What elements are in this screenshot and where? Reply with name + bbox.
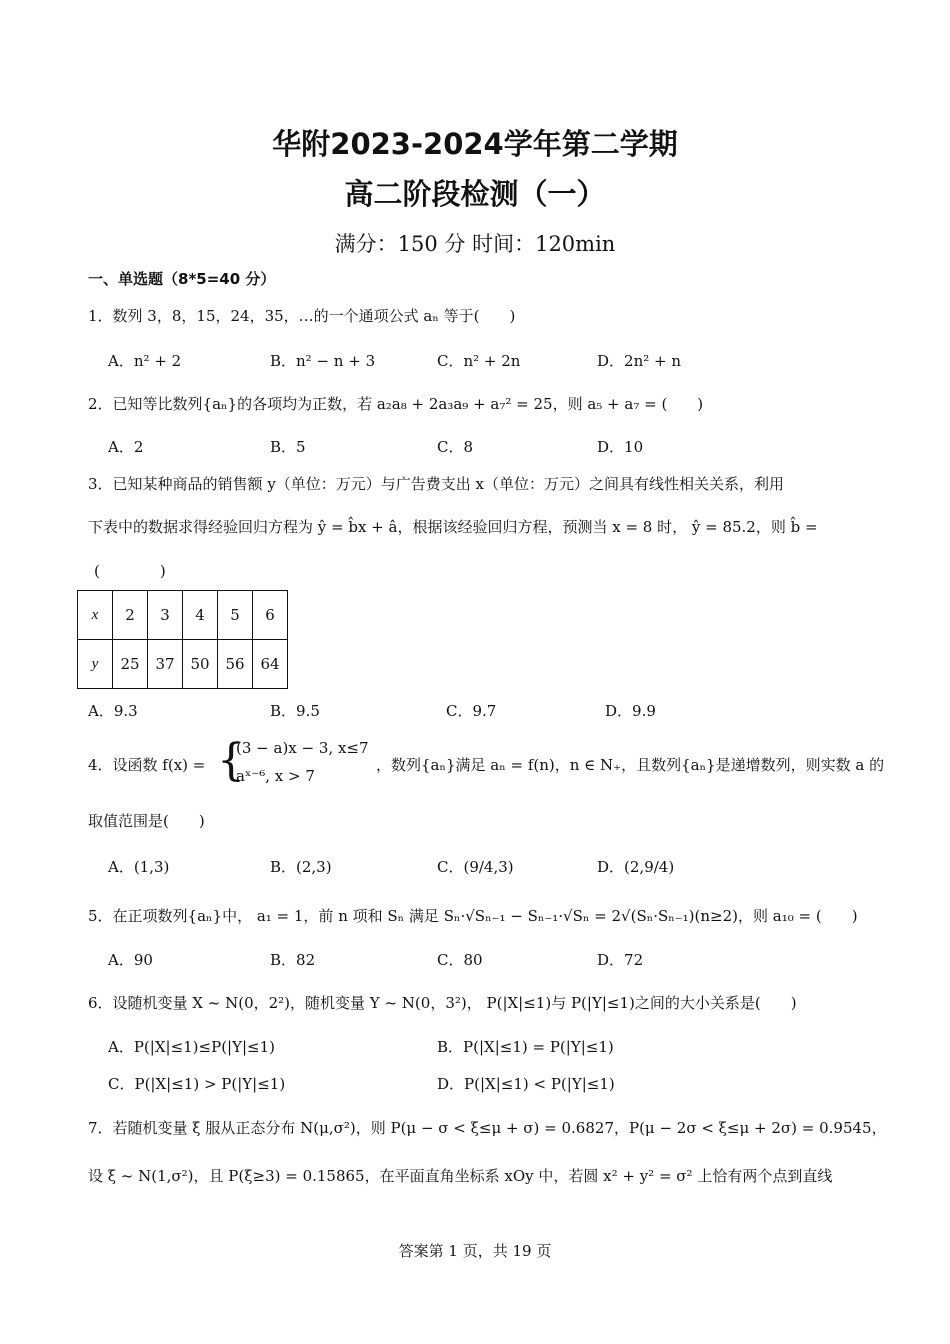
- piece-1: (3 − a)x − 3, x≤7: [236, 739, 369, 757]
- q2-option-c: C．8: [437, 438, 474, 456]
- table-row-x: [78, 591, 288, 640]
- piece-2: aˣ⁻⁶, x > 7: [236, 767, 315, 785]
- table-cell: 2: [113, 591, 148, 640]
- section-heading: 一、单选题（8*5=40 分）: [88, 270, 276, 288]
- document-title: 华附2023-2024学年第二学期: [272, 127, 678, 161]
- q6-option-a: A．P(|X|≤1)≤P(|Y|≤1): [108, 1038, 276, 1056]
- q5-option-d: D．72: [597, 951, 644, 969]
- question-4-stem-post: ，数列{aₙ}满足 aₙ = f(n)，n ∈ N₊，且数列{aₙ}是递增数列，则实数 a 的: [376, 756, 885, 774]
- q4-option-b: B．(2,3): [270, 858, 332, 876]
- q5-option-a: A．90: [108, 951, 153, 969]
- question-4-stem-line2: 取值范围是( ): [88, 812, 205, 830]
- table-cell: 5: [218, 591, 253, 640]
- exam-meta: 满分：150 分 时间：120min: [334, 232, 616, 256]
- q6-option-b: B．P(|X|≤1) = P(|Y|≤1): [437, 1038, 614, 1056]
- table-header-y: y: [78, 640, 113, 689]
- piecewise-brace: {: [217, 735, 245, 786]
- question-1-stem: 1．数列 3，8，15，24，35，…的一个通项公式 aₙ 等于( ): [88, 307, 516, 325]
- table-cell: 6: [253, 591, 288, 640]
- question-3-stem-line1: 3．已知某种商品的销售额 y（单位：万元）与广告费支出 x（单位：万元）之间具有线性相关关系，利用: [88, 475, 785, 493]
- q4-option-a: A．(1,3): [108, 858, 170, 876]
- q3-option-c: C．9.7: [446, 702, 497, 720]
- table-cell: 4: [183, 591, 218, 640]
- q2-option-a: A．2: [108, 438, 144, 456]
- q5-option-b: B．82: [270, 951, 316, 969]
- q5-option-c: C．80: [437, 951, 483, 969]
- q3-option-d: D．9.9: [605, 702, 656, 720]
- table-cell: 50: [183, 640, 218, 689]
- table-row-y: [78, 640, 288, 689]
- page-footer: 答案第 1 页，共 19 页: [398, 1242, 552, 1260]
- q4-option-d: D．(2,9/4): [597, 858, 675, 876]
- table-header-x: x: [78, 591, 113, 640]
- q6-option-d: D．P(|X|≤1) < P(|Y|≤1): [437, 1075, 615, 1093]
- q1-option-c: C．n² + 2n: [437, 352, 521, 370]
- q1-option-b: B．n² − n + 3: [270, 352, 376, 370]
- q1-option-d: D．2n² + n: [597, 352, 682, 370]
- q6-option-c: C．P(|X|≤1) > P(|Y|≤1): [108, 1075, 286, 1093]
- question-7-stem-line2: 设 ξ ~ N(1,σ²)，且 P(ξ≥3) = 0.15865，在平面直角坐标系 xOy 中，若圆 x² + y² = σ² 上恰有两个点到直线: [88, 1167, 833, 1185]
- q3-option-b: B．9.5: [270, 702, 320, 720]
- table-cell: 3: [148, 591, 183, 640]
- question-3-stem-line3: ( ): [94, 562, 166, 580]
- q4-option-c: C．(9/4,3): [437, 858, 514, 876]
- q1-option-a: A．n² + 2: [108, 352, 182, 370]
- q2-option-d: D．10: [597, 438, 644, 456]
- exam-subtitle: 高二阶段检测（一）: [344, 177, 606, 211]
- question-5-stem: 5．在正项数列{aₙ}中， a₁ = 1，前 n 项和 Sₙ 满足 Sₙ·√Sₙ₋₁ − Sₙ₋₁·√Sₙ = 2√(Sₙ·Sₙ₋₁)(n≥2)，则 a₁₀ = ( ): [88, 907, 858, 925]
- q2-option-b: B．5: [270, 438, 306, 456]
- question-2-stem: 2．已知等比数列{aₙ}的各项均为正数，若 a₂a₈ + 2a₃a₉ + a₇² = 25，则 a₅ + a₇ = ( ): [88, 395, 704, 413]
- question-3-stem-line2: 下表中的数据求得经验回归方程为 ŷ = b̂x + â，根据该经验回归方程，预测当 x = 8 时， ŷ = 85.2，则 b̂ =: [88, 518, 818, 536]
- question-4-stem-pre: 4．设函数 f(x) =: [88, 756, 206, 774]
- table-cell: 56: [218, 640, 253, 689]
- table-cell: 37: [148, 640, 183, 689]
- data-table: [77, 590, 288, 689]
- q3-option-a: A．9.3: [88, 702, 138, 720]
- question-7-stem-line1: 7．若随机变量 ξ 服从正态分布 N(μ,σ²)，则 P(μ − σ < ξ≤μ + σ) = 0.6827，P(μ − 2σ < ξ≤μ + 2σ) = 0.9545，: [88, 1119, 887, 1137]
- question-6-stem: 6．设随机变量 X ~ N(0，2²)，随机变量 Y ~ N(0，3²)， P(|X|≤1)与 P(|Y|≤1)之间的大小关系是( ): [88, 994, 797, 1012]
- table-cell: 25: [113, 640, 148, 689]
- table-cell: 64: [253, 640, 288, 689]
